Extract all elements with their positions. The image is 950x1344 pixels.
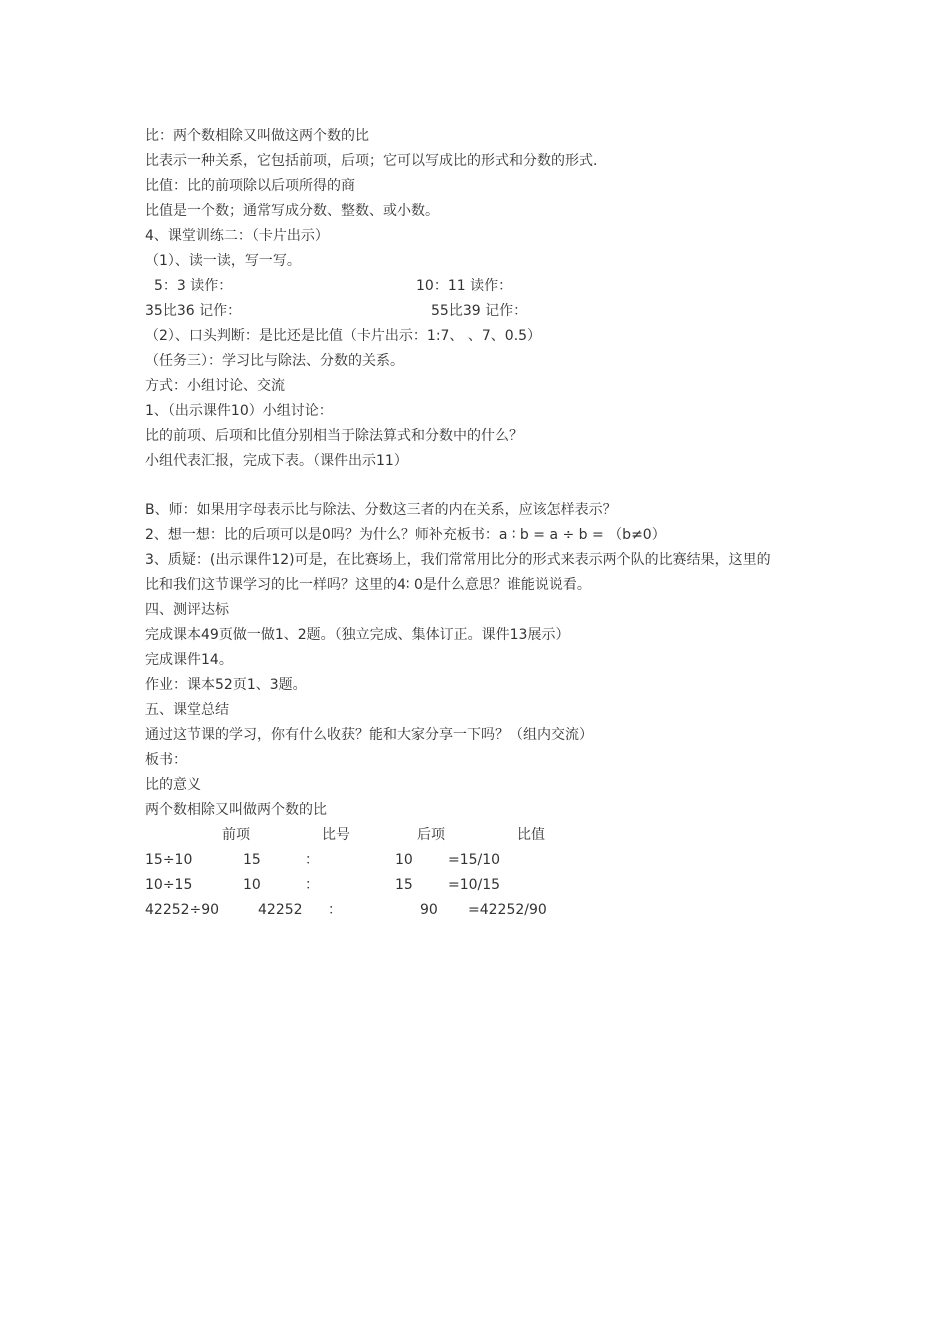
- table-header: 后项: [417, 827, 445, 843]
- text-line: 4、课堂训练二：（卡片出示）: [145, 228, 329, 244]
- text-line: 比表示一种关系，它包括前项，后项；它可以写成比的形式和分数的形式.: [145, 153, 598, 169]
- text-line: 比值是一个数；通常写成分数、整数、或小数。: [145, 203, 439, 219]
- table-cell: 15: [243, 852, 261, 868]
- text-line: 比值：比的前项除以后项所得的商: [145, 178, 355, 194]
- table-cell: 90: [420, 902, 438, 918]
- table-cell: 15: [395, 877, 413, 893]
- text-line: 两个数相除又叫做两个数的比: [145, 802, 327, 818]
- text-line: 比和我们这节课学习的比一样吗？这里的4∶ 0是什么意思？谁能说说看。: [145, 577, 591, 593]
- text-line: 2、想一想：比的后项可以是0吗？为什么？师补充板书：a ∶ b = a ÷ b = （b≠0）: [145, 527, 666, 543]
- table-cell: =15/10: [448, 852, 501, 868]
- text-line: （1）、读一读，写一写。: [145, 253, 301, 269]
- table-header: 前项: [222, 827, 250, 843]
- text-line: B、师：如果用字母表示比与除法、分数这三者的内在关系，应该怎样表示？: [145, 502, 617, 518]
- text-line: 比：两个数相除又叫做这两个数的比: [145, 128, 369, 144]
- text-line: （2）、口头判断：是比还是比值（卡片出示：1:7、 、7、0.5）: [145, 328, 542, 344]
- table-cell: 15÷10: [145, 852, 193, 868]
- table-header: 比号: [322, 827, 350, 843]
- table-cell: 42252: [258, 902, 303, 918]
- table-cell: =10/15: [448, 877, 501, 893]
- text-line: 小组代表汇报，完成下表。（课件出示11）: [145, 453, 408, 469]
- table-cell: 10: [243, 877, 261, 893]
- table-cell: ：: [328, 902, 342, 918]
- text-line: 1、（出示课件10）小组讨论：: [145, 403, 333, 419]
- table-cell: ：: [305, 877, 319, 893]
- text-line: 比的意义: [145, 777, 201, 793]
- text-line: （任务三）：学习比与除法、分数的关系。: [145, 353, 404, 369]
- table-cell: =42252/90: [468, 902, 547, 918]
- section-heading: 五、课堂总结: [145, 702, 229, 718]
- reading-exercise-item: 5：3 读作：: [154, 278, 233, 294]
- text-line: 方式：小组讨论、交流: [145, 378, 285, 394]
- table-cell: 10: [395, 852, 413, 868]
- text-line: 3、质疑：(出示课件12)可是，在比赛场上，我们常常用比分的形式来表示两个队的比赛结果，这里的: [145, 552, 771, 568]
- text-line: 完成课件14。: [145, 652, 233, 668]
- reading-exercise-item: 10：11 读作：: [416, 278, 513, 294]
- text-line: 作业：课本52页1、3题。: [145, 677, 307, 693]
- text-line: 板书：: [145, 752, 187, 768]
- reading-exercise-item: 55比39 记作：: [431, 303, 528, 319]
- text-line: 完成课本49页做一做1、2题。（独立完成、集体订正。课件13展示）: [145, 627, 570, 643]
- text-line: 通过这节课的学习，你有什么收获？能和大家分享一下吗？（组内交流）: [145, 727, 593, 743]
- table-header: 比值: [517, 827, 545, 843]
- table-cell: 10÷15: [145, 877, 193, 893]
- table-cell: ：: [305, 852, 319, 868]
- table-cell: 42252÷90: [145, 902, 220, 918]
- section-heading: 四、测评达标: [145, 602, 229, 618]
- text-line: 比的前项、后项和比值分别相当于除法算式和分数中的什么？: [145, 428, 523, 444]
- reading-exercise-item: 35比36 记作：: [145, 303, 242, 319]
